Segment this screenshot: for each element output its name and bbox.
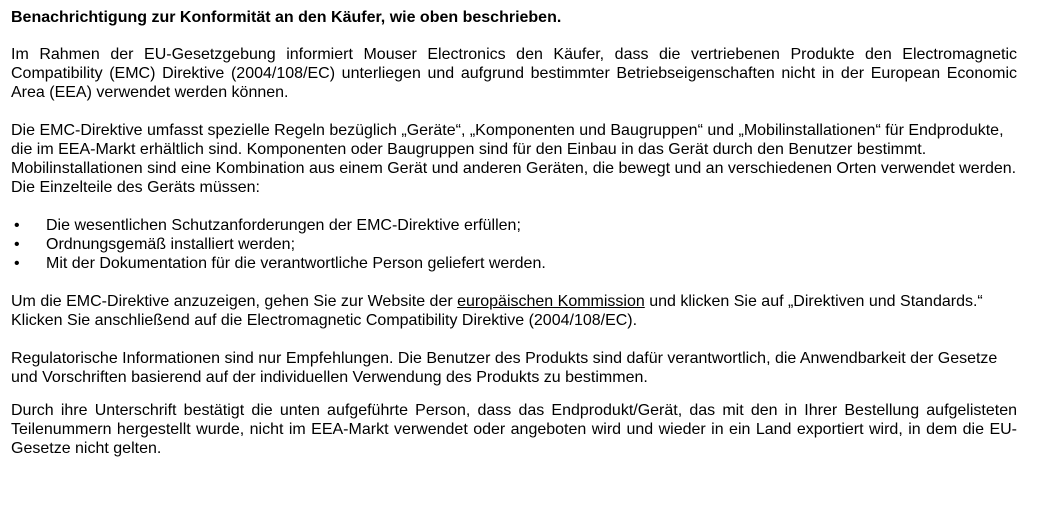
requirements-list [11,216,1017,273]
paragraph-view-directive [11,292,1017,330]
bullet-icon: • [14,217,20,234]
list-item-text: Ordnungsgemäß installiert werden; [46,236,296,253]
paragraph-view-directive-rest: und klicken Sie auf „Direktiven und Standards.“ Klicken Sie anschließend auf die Electromagnetic Compatibility Direktive (2004/108/EC). [11,293,983,329]
list-item-text: Die wesentlichen Schutzanforderungen der EMC-Direktive erfüllen; [46,217,521,234]
paragraph-eu-legislation: Im Rahmen der EU-Gesetzgebung informiert Mouser Electronics den Käufer, dass die vertriebenen Produkte den Electromagnetic Compatibility (EMC) Direktive (2004/108/EC) unterliegen und aufgrund bestimmter Betriebseigenschaften nicht in der European Economic Area (EEA) verwendet werden können. [11,46,1017,101]
list-item [11,235,1017,254]
paragraph-view-directive-intro: Um die EMC-Direktive anzuzeigen, gehen Sie zur Website der [11,293,458,310]
paragraph-emc-directive-rules: Die EMC-Direktive umfasst spezielle Regeln bezüglich „Geräte“, „Komponenten und Baugruppen“ und „Mobilinstallationen“ für Endprodukte, die im EEA-Markt erhältlich sind. Komponenten oder Baugruppen sind für den Einbau in das Gerät durch den Benutzer bestimmt. Mobilinstallationen sind eine Kombination aus einem Gerät und anderen Geräten, die bewegt und an verschiedenen Orten verwendet werden. Die Einzelteile des Geräts müssen: [11,122,1017,196]
list-item [11,254,1017,273]
list-item-text: Mit der Dokumentation für die verantwortliche Person geliefert werden. [46,255,546,272]
list-item [11,216,1017,235]
paragraph-regulatory-info: Regulatorische Informationen sind nur Empfehlungen. Die Benutzer des Produkts sind dafür verantwortlich, die Anwendbarkeit der Gesetze und Vorschriften basierend auf der individuellen Verwendung des Produkts zu bestimmen. [11,350,998,386]
bullet-icon: • [14,236,20,253]
document-heading: Benachrichtigung zur Konformität an den Käufer, wie oben beschrieben. [11,9,562,26]
paragraph-signature-confirmation: Durch ihre Unterschrift bestätigt die unten aufgeführte Person, dass das Endprodukt/Gerät, das mit den in Ihrer Bestellung aufgelisteten Teilenummern hergestellt wurde, nicht im EEA-Markt verwendet oder angeboten wird und wieder in ein Land exportiert wird, in dem die EU-Gesetze nicht gelten. [11,402,1017,457]
bullet-icon: • [14,255,20,272]
european-commission-link[interactable]: europäischen Kommission [457,293,645,310]
